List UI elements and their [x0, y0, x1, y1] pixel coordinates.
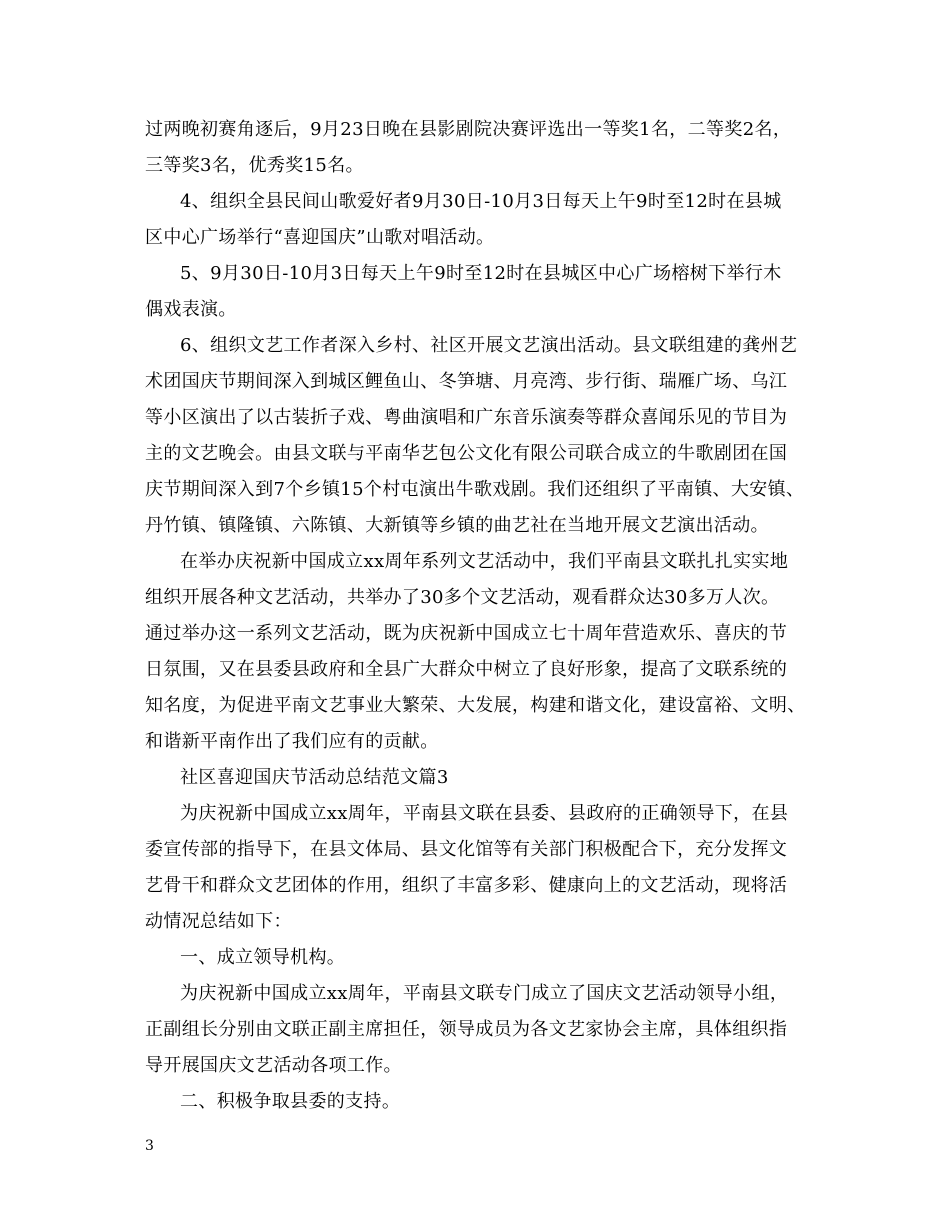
- text-line: 5、9月30日-10月3日每天上午9时至12时在县城区中心广场榕树下举行木: [180, 263, 782, 284]
- text-line: 通过举办这一系列文艺活动，既为庆祝新中国成立七十周年营造欢乐、喜庆的节: [145, 623, 788, 644]
- text-line: 偶戏表演。: [145, 299, 237, 320]
- section-heading: 社区喜迎国庆节活动总结范文篇3: [180, 767, 449, 788]
- subheading: 二、积极争取县委的支持。: [180, 1091, 401, 1112]
- text-line: 过两晚初赛角逐后，9月23日晚在县影剧院决赛评选出一等奖1名，二等奖2名，: [145, 119, 792, 140]
- text-line: 在举办庆祝新中国成立xx周年系列文艺活动中，我们平南县文联扎扎实实地: [180, 551, 789, 572]
- text-line: 术团国庆节期间深入到城区鲤鱼山、冬笋塘、月亮湾、步行街、瑞雁广场、乌江: [145, 371, 788, 392]
- text-line: 丹竹镇、镇隆镇、六陈镇、大新镇等乡镇的曲艺社在当地开展文艺演出活动。: [145, 515, 769, 536]
- text-line: 正副组长分别由文联正副主席担任，领导成员为各文艺家协会主席，具体组织指: [145, 1019, 788, 1040]
- text-line: 三等奖3名，优秀奖15名。: [145, 155, 364, 176]
- text-line: 为庆祝新中国成立xx周年，平南县文联专门成立了国庆文艺活动领导小组，: [180, 983, 789, 1004]
- text-line: 区中心广场举行“喜迎国庆”山歌对唱活动。: [145, 227, 495, 248]
- text-line: 日氛围，又在县委县政府和全县广大群众中树立了良好形象，提高了文联系统的: [145, 659, 788, 680]
- text-line: 6、组织文艺工作者深入乡村、社区开展文艺演出活动。县文联组建的龚州艺: [180, 335, 798, 356]
- text-line: 为庆祝新中国成立xx周年，平南县文联在县委、县政府的正确领导下，在县: [180, 803, 789, 824]
- text-line: 庆节期间深入到7个乡镇15个村屯演出牛歌戏剧。我们还组织了平南镇、大安镇、: [145, 479, 805, 500]
- text-line: 4、组织全县民间山歌爱好者9月30日-10月3日每天上午9时至12时在县城: [180, 191, 782, 212]
- subheading: 一、成立领导机构。: [180, 947, 346, 968]
- text-line: 组织开展各种文艺活动，共举办了30多个文艺活动，观看群众达30多万人次。: [145, 587, 780, 608]
- text-line: 导开展国庆文艺活动各项工作。: [145, 1055, 402, 1076]
- text-line: 主的文艺晚会。由县文联与平南华艺包公文化有限公司联合成立的牛歌剧团在国: [145, 443, 788, 464]
- text-line: 委宣传部的指导下，在县文体局、县文化馆等有关部门积极配合下，充分发挥文: [145, 839, 788, 860]
- text-line: 和谐新平南作出了我们应有的贡献。: [145, 731, 439, 752]
- text-line: 动情况总结如下：: [145, 911, 292, 932]
- text-line: 等小区演出了以古装折子戏、粤曲演唱和广东音乐演奏等群众喜闻乐见的节目为: [145, 407, 788, 428]
- text-line: 知名度，为促进平南文艺事业大繁荣、大发展，构建和谐文化，建设富裕、文明、: [145, 695, 806, 716]
- page-number: 3: [145, 1138, 154, 1154]
- text-line: 艺骨干和群众文艺团体的作用，组织了丰富多彩、健康向上的文艺活动，现将活: [145, 875, 788, 896]
